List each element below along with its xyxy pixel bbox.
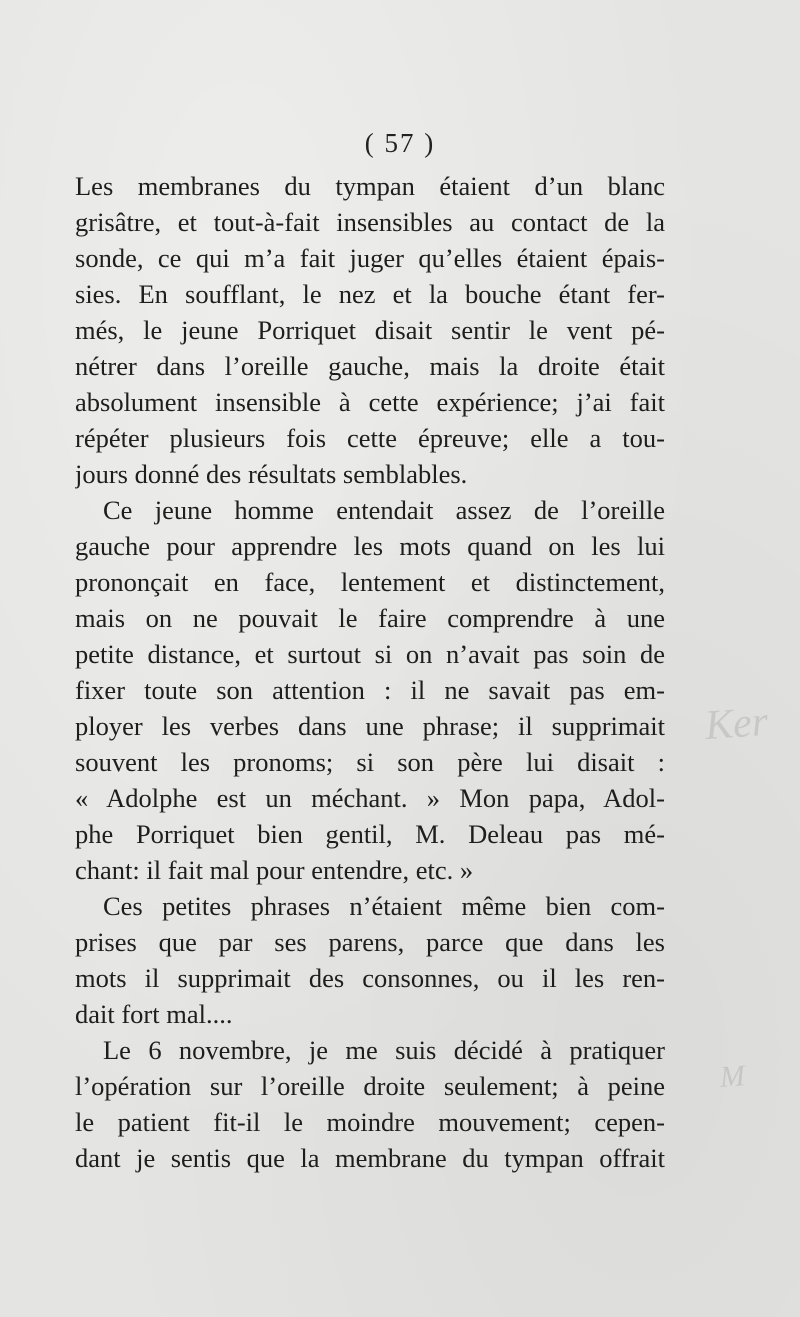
text-line: « Adolphe est un méchant. » Mon papa, Adol- (75, 783, 665, 813)
text-line: Ces petites phrases n’étaient même bien com- (103, 891, 665, 921)
text-line: Le 6 novembre, je me suis décidé à pratiquer (103, 1035, 665, 1065)
text-line: fixer toute son attention : il ne savait pas em- (75, 675, 665, 705)
text-line: jours donné des résultats semblables. (75, 459, 468, 489)
text-line: nétrer dans l’oreille gauche, mais la droite était (75, 351, 665, 381)
paragraph (75, 492, 665, 888)
text-line: petite distance, et surtout si on n’avait pas soin de (75, 639, 665, 669)
text-line: le patient fit-il le moindre mouvement; cepen- (75, 1107, 665, 1137)
page-number: ( 57 ) (364, 128, 436, 158)
bleed-through-mark: Ker (703, 698, 770, 750)
text-line: dant je sentis que la membrane du tympan offrait (75, 1143, 665, 1173)
text-line: mots il supprimait des consonnes, ou il les ren- (75, 963, 665, 993)
paragraph (75, 888, 665, 1032)
text-line: sies. En soufflant, le nez et la bouche étant fer- (75, 279, 665, 309)
text-line: gauche pour apprendre les mots quand on les lui (75, 531, 665, 561)
text-line: prises que par ses parens, parce que dans les (75, 927, 665, 957)
text-line: souvent les pronoms; si son père lui disait : (75, 747, 665, 777)
text-line: Les membranes du tympan étaient d’un blanc (75, 171, 665, 201)
bleed-through-mark: M (718, 1059, 747, 1094)
body-text (75, 168, 665, 1176)
text-line: absolument insensible à cette expérience; j’ai fait (75, 387, 665, 417)
paragraph (75, 1032, 665, 1176)
paragraph (75, 168, 665, 492)
text-line: dait fort mal.... (75, 999, 233, 1029)
text-line: grisâtre, et tout-à-fait insensibles au contact de la (75, 207, 665, 237)
text-line: l’opération sur l’oreille droite seulement; à peine (75, 1071, 665, 1101)
text-line: prononçait en face, lentement et distinctement, (75, 567, 665, 597)
text-line: phe Porriquet bien gentil, M. Deleau pas mé- (75, 819, 665, 849)
text-line: répéter plusieurs fois cette épreuve; elle a tou- (75, 423, 665, 453)
text-line: mais on ne pouvait le faire comprendre à une (75, 603, 665, 633)
text-line: chant: il fait mal pour entendre, etc. » (75, 855, 474, 885)
text-line: més, le jeune Porriquet disait sentir le vent pé- (75, 315, 665, 345)
text-line: Ce jeune homme entendait assez de l’oreille (103, 495, 665, 525)
text-line: ployer les verbes dans une phrase; il supprimait (75, 711, 665, 741)
text-line: sonde, ce qui m’a fait juger qu’elles étaient épais- (75, 243, 665, 273)
